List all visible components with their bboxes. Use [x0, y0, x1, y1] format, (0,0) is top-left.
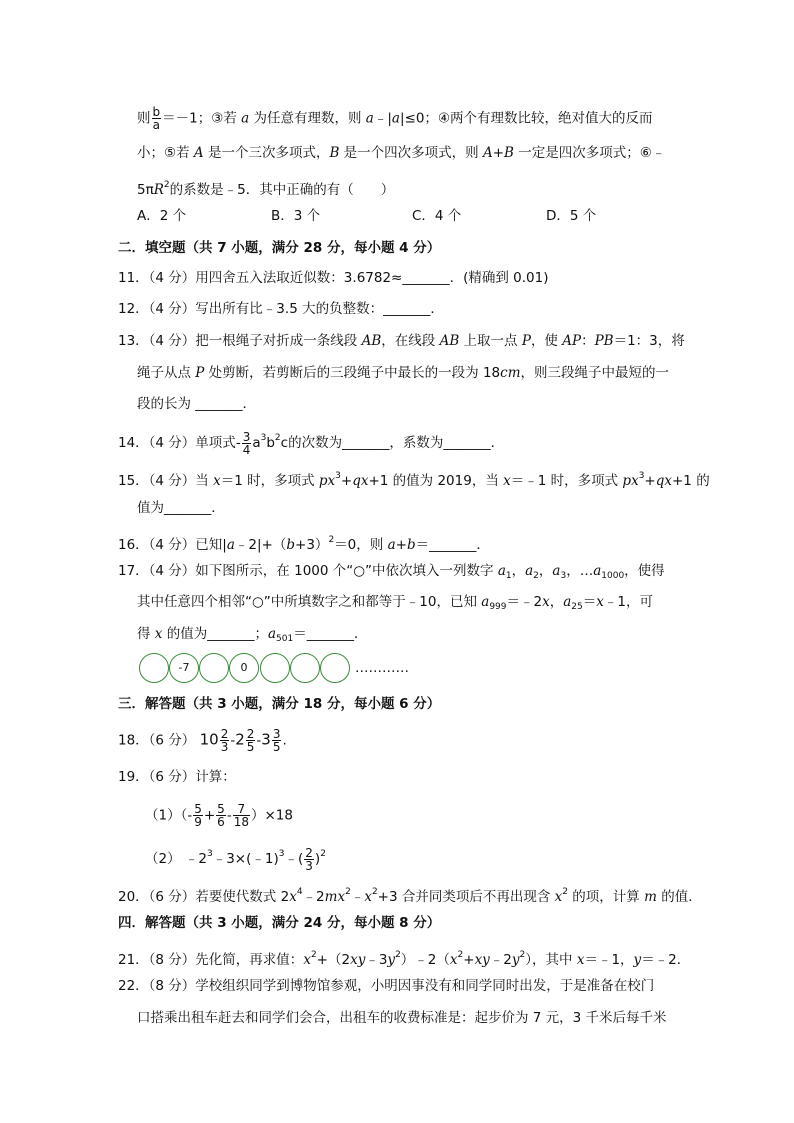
q10-line3: $5\pi R^2$的系数是﹣5．其中正确的有（ ）	[137, 180, 395, 198]
q15-line2: 值为_______．	[137, 500, 225, 516]
q10-option-a[interactable]: A．2 个	[137, 208, 187, 224]
section-2-title: 二．填空题（共 7 小题，满分 28 分，每小题 4 分）	[118, 240, 441, 256]
q10-line2: 小；⑤若 A 是一个三次多项式，B 是一个四次多项式，则 A+B 一定是四次多项式；⑥﹣	[137, 145, 666, 161]
q13-line1: 13．（4 分）把一根绳子对折成一条线段 AB，在线段 AB 上取一点 P，使 AP：PB＝1：3，将	[118, 333, 685, 349]
sequence-circle-2: -7	[169, 653, 199, 683]
q10-line1: 则 $\frac{b}{a}$ ＝－1；③若 a 为任意有理数，则 a﹣|a|≤0；④两个有理数比较，绝对值大的反而	[137, 105, 653, 132]
fraction-b-over-a: $\frac{b}{a}$	[152, 105, 161, 132]
q17-line1: 17．（4 分）如下图所示，在 1000 个“○”中依次填入一列数字 $a_1$，$a_2$，$a_3$，$\dots a_{1000}$，使得	[118, 563, 665, 581]
sequence-circle-3	[199, 653, 229, 683]
sequence-ellipsis: …………	[355, 660, 409, 676]
sequence-circle-5	[260, 653, 290, 683]
q19-part1: （1）（- $\frac{5}{9}$ + $\frac{5}{6}$ - $\frac{7}{18}$ ）×18	[145, 802, 293, 829]
sequence-circle-4: 0	[229, 653, 259, 683]
q21: 21．（8 分）先化简，再求值：$x^2+(2xy﹣3y^2)﹣2(x^2+xy﹣2y^2)$，其中 x＝﹣1，y＝﹣2．	[118, 950, 691, 968]
q10-option-b[interactable]: B．3 个	[271, 208, 321, 224]
q22-line2: 口搭乘出租车赶去和同学们会合，出租车的收费标准是：起步价为 7 元，3 千米后每千米	[137, 1010, 667, 1026]
q11: 11．（4 分）用四舍五入法取近似数：3.6782≈_______．(精确到 0.01)	[118, 270, 549, 286]
q18: 18．（6 分） 10 $\frac{2}{3}$ -2 $\frac{2}{5}$ -3 $\frac{3}{5}$ .	[118, 727, 287, 754]
q14: 14．（4 分）单项式- $\frac{3}{4}$ $a^3b^2c$的次数为_______，系数为_______．	[118, 429, 505, 457]
sequence-circle-7	[320, 653, 350, 683]
q12: 12．（4 分）写出所有比﹣3.5 大的负整数：_______．	[118, 301, 444, 317]
q17-line3: 得 x 的值为_______；$a_{501}=\_\_\_\_\_\_\_$．	[137, 626, 368, 644]
section-3-title: 三．解答题（共 3 小题，满分 18 分，每小题 6 分）	[118, 696, 441, 712]
q22-line1: 22．（8 分）学校组织同学到博物馆参观，小明因事没有和同学同时出发，于是准备在校门	[118, 978, 655, 994]
q10-option-c[interactable]: C．4 个	[412, 208, 462, 224]
q19-title: 19．（6 分）计算：	[118, 769, 236, 785]
q10-option-d[interactable]: D．5 个	[546, 208, 597, 224]
q13-line2: 绳子从点 P 处剪断，若剪断后的三段绳子中最长的一段为 18cm，则三段绳子中最短的一	[137, 365, 670, 381]
q15-line1: 15．（4 分）当 x＝1 时，多项式 $px^3+qx+1$ 的值为 2019，当 x＝﹣1 时，多项式 $px^3+qx+1$ 的	[118, 471, 710, 489]
q16: 16．（4 分）已知$|a﹣2|+(b+3)^2=0$，则 a+b＝_______．	[118, 535, 490, 553]
q20: 20．（6 分）若要使代数式 $2x^4﹣2mx^2﹣x^2+3$ 合并同类项后不再出现含 $x^2$ 的项，计算 m 的值．	[118, 887, 702, 905]
q13-line3: 段的长为 _______．	[137, 396, 257, 412]
q17-line2: 其中任意四个相邻“○”中所填数字之和都等于﹣10，已知 $a_{999}=﹣2x$，$a_{25}=x﹣1$，可	[137, 594, 653, 612]
fraction-3-over-4: $\frac{3}{4}$	[242, 429, 251, 457]
sequence-circle-1	[139, 653, 169, 683]
sequence-circle-6	[290, 653, 320, 683]
section-4-title: 四．解答题（共 3 小题，满分 24 分，每小题 8 分）	[118, 915, 441, 931]
q19-part2: （2） $﹣2^3﹣3\times(﹣1)^3﹣$( $\frac{2}{3}$ )$^2$	[145, 845, 326, 873]
